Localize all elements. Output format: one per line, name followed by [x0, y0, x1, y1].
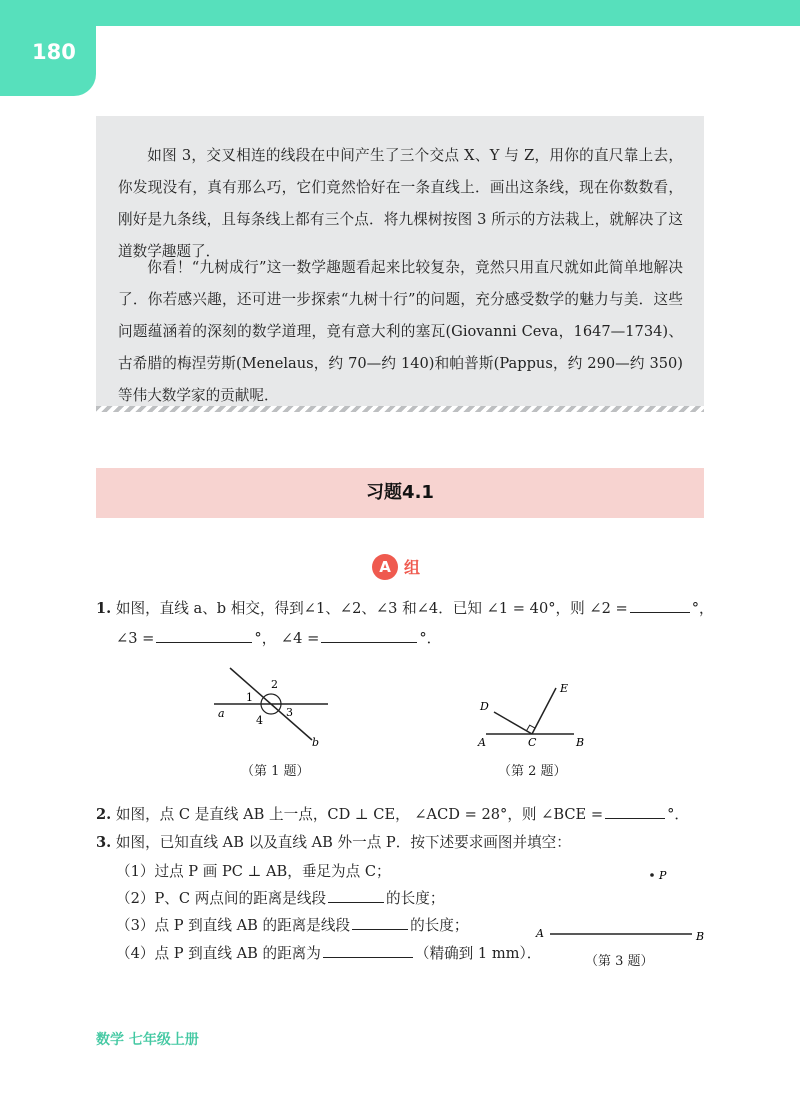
point-label-A: A: [536, 927, 544, 940]
group-label: 组: [404, 558, 421, 577]
figure-3-caption: （第 3 题）: [585, 954, 654, 969]
figure-2-caption: （第 2 题）: [498, 764, 567, 779]
point-label-B: B: [696, 930, 705, 943]
question-text: °，: [691, 600, 714, 617]
group-badge: A: [372, 554, 398, 580]
figure-2-diagram: [470, 678, 600, 750]
question-number: 3.: [96, 834, 112, 851]
point-P: [650, 873, 654, 877]
question-3-item-1: （1）过点 P 画 PC ⊥ AB，垂足为点 C；: [116, 863, 391, 880]
question-2: [96, 804, 689, 826]
question-text: °．: [667, 806, 689, 823]
question-3-intro: [96, 832, 571, 854]
question-number: 1.: [96, 600, 112, 617]
line-label-a: a: [218, 707, 225, 720]
exercise-title: 习题4.1: [366, 482, 434, 503]
question-text: （3）点 P 到直线 AB 的距离是线段: [116, 917, 351, 934]
question-3-item-3: [116, 915, 468, 937]
point-label-A: A: [478, 736, 486, 749]
question-text: 如图，点 C 是直线 AB 上一点，CD ⊥ CE， ∠ACD = 28°，则 ∠BCE =: [115, 806, 604, 823]
point-label-B: B: [576, 736, 585, 749]
question-text: °， ∠4 =: [254, 630, 320, 647]
footer-book-title: 数学 七年级上册: [96, 1032, 199, 1048]
answer-blank[interactable]: [605, 804, 665, 819]
answer-blank[interactable]: [352, 915, 408, 930]
reading-box-stripe: [96, 406, 704, 412]
question-1-line-1: [96, 598, 714, 620]
question-3-item-2: [116, 888, 444, 910]
figure-3-diagram: [528, 860, 710, 950]
angle-label-2: 2: [271, 678, 278, 691]
reading-paragraph-1: 如图 3，交叉相连的线段在中间产生了三个交点 X、Y 与 Z，用你的直尺靠上去，你发现没有，真有那么巧，它们竟然恰好在一条直线上．画出这条线，现在你数数看，刚好是九条线，且每条线上都有三个点．将九棵树按图 3 所示的方法栽上，就解决了这道数学趣题了．: [118, 147, 683, 260]
answer-blank[interactable]: [321, 628, 417, 643]
angle-label-4: 4: [256, 714, 263, 727]
point-label-E: E: [560, 682, 569, 695]
question-text: 的长度；: [386, 890, 445, 907]
answer-blank[interactable]: [630, 598, 690, 613]
ray-CD: [494, 712, 532, 734]
question-text: （4）点 P 到直线 AB 的距离为: [116, 945, 321, 962]
angle-label-1: 1: [246, 691, 253, 704]
question-text: （精确到 1 mm）．: [414, 945, 542, 962]
question-text: 的长度；: [410, 917, 469, 934]
ray-CE: [532, 688, 556, 734]
question-3-item-4: [116, 943, 541, 965]
question-text: 如图，直线 a、b 相交，得到∠1、∠2、∠3 和∠4．已知 ∠1 = 40°，则 ∠2 =: [115, 600, 628, 617]
line-label-b: b: [312, 736, 320, 749]
reading-box: [96, 116, 704, 406]
angle-label-3: 3: [286, 706, 293, 719]
point-label-D: D: [480, 700, 489, 713]
question-number: 2.: [96, 806, 112, 823]
question-text: °．: [419, 630, 442, 647]
header-band: [0, 0, 800, 26]
page-number: 180: [32, 40, 76, 64]
figure-1-caption: （第 1 题）: [241, 764, 310, 779]
question-text: （2）P、C 两点间的距离是线段: [116, 890, 327, 907]
answer-blank[interactable]: [328, 888, 384, 903]
reading-paragraph-2: 你看！“九树成行”这一数学趣题看起来比较复杂，竟然只用直尺就如此简单地解决了．你若感兴趣，还可进一步探索“九树十行”的问题，充分感受数学的魅力与美．这些问题蕴涵着的深刻的数学道理，竟有意大利的塞瓦(Giovanni Ceva，1647—1734)、古希腊的梅涅劳斯(Menelaus，约 70—约 140)和帕普斯(Pappus，约 290—约 350)等伟大数学家的贡献呢．: [118, 259, 683, 404]
answer-blank[interactable]: [323, 943, 413, 958]
point-label-C: C: [528, 736, 537, 749]
answer-blank[interactable]: [156, 628, 252, 643]
figure-1-diagram: [200, 662, 350, 757]
question-text: 如图，已知直线 AB 以及直线 AB 外一点 P．按下述要求画图并填空：: [115, 834, 571, 851]
point-label-P: P: [659, 869, 667, 882]
question-1-line-2: [116, 628, 441, 650]
question-text: ∠3 =: [116, 630, 155, 647]
